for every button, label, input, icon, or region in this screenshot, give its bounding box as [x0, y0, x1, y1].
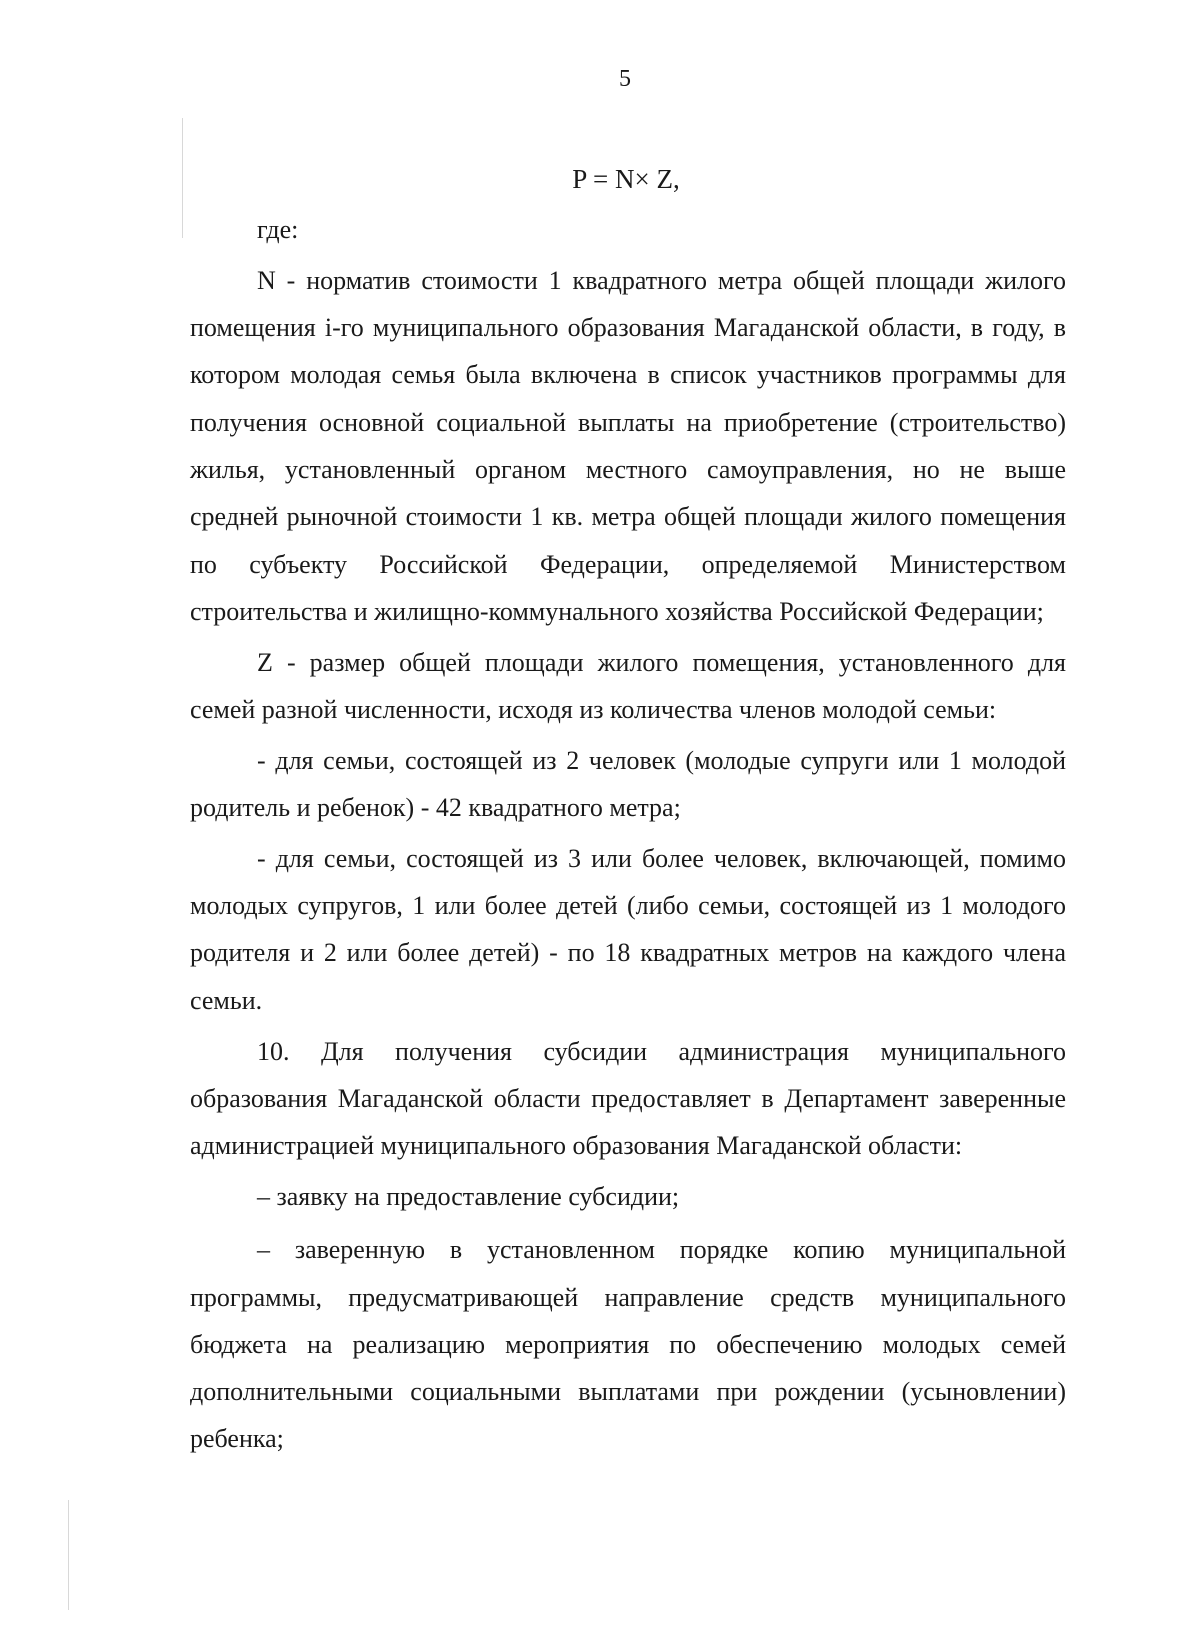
paragraph-two-person-family: - для семьи, состоящей из 2 человек (молодые супруги или 1 молодой родитель и ребенок) - 42 квадратного метра;: [190, 745, 1066, 823]
scan-artifact-line: [68, 1500, 69, 1610]
paragraph-item-10: 10. Для получения субсидии администрация муниципального образования Магаданской области предоставляет в Департамент заверенные администрацией муниципального образования Магаданской области:: [190, 1036, 1066, 1161]
paragraph-z-definition: Z - размер общей площади жилого помещения, установленного для семей разной численности, исходя из количества членов молодой семьи:: [190, 647, 1066, 724]
page-number: 5: [619, 66, 631, 92]
paragraph-n-definition: N - норматив стоимости 1 квадратного метра общей площади жилого помещения i-го муниципального образования Магаданской области, в году, в котором молодая семья была включена в список участников программы для получения основной социальной выплаты на приобретение (строительство) жилья, установленный органом местного самоуправления, но не выше средней рыночной стоимости 1 кв. метра общей площади жилого помещения по субъекту Российской Федерации, определяемой Министерством строительства и жилищно-коммунального хозяйства Российской Федерации;: [190, 265, 1066, 626]
list-item-program-copy: – заверенную в установленном порядке копию муниципальной программы, предусматривающей направление средств муниципального бюджета на реализацию мероприятия по обеспечению молодых семей дополнительными социальными выплатами при рождении (усыновлении) ребенка;: [190, 1235, 1066, 1454]
document-body: [190, 206, 1066, 1466]
paragraph-where: где:: [257, 215, 299, 244]
list-item-application: – заявку на предоставление субсидии;: [257, 1181, 680, 1211]
paragraph-three-plus-family: - для семьи, состоящей из 3 или более человек, включающей, помимо молодых супругов, 1 или более детей (либо семьи, состоящей из 1 молодого родителя и 2 или более детей) - по 18 квадратных метров на каждого члена семьи.: [190, 843, 1066, 1015]
formula: P = N× Z,: [572, 164, 680, 194]
